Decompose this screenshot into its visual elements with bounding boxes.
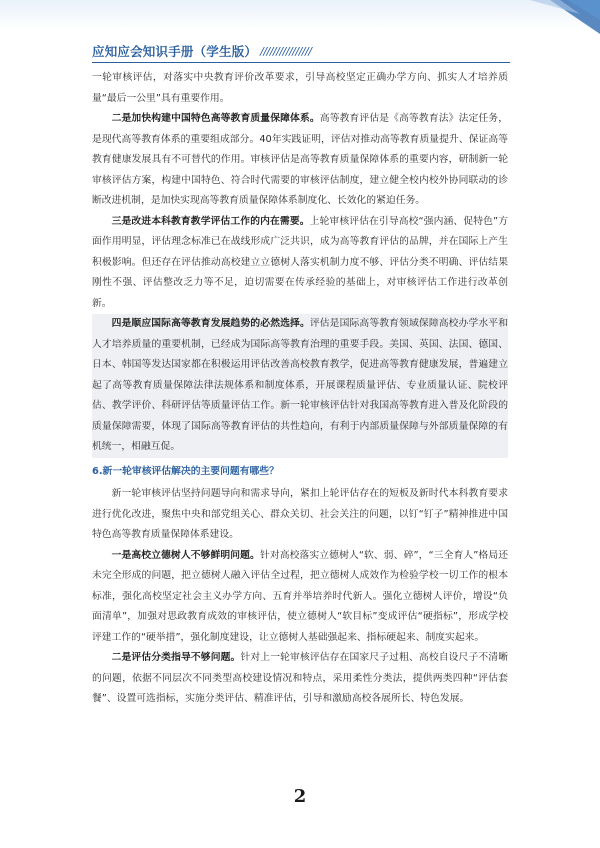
- paragraph-2-body: 高等教育评估是《高等教育法》法定任务，是现代高等教育体系的重要组成部分。40年实践证明，评估对推动高等教育质量提升、保证高等教育健康发展具有不可替代的作用。审核评估是高等教育质量保障体系的重要内容，研制新一轮审核评估方案，构建中国特色、符合时代需要的审核评估制度，建立健全校内校外协同联动的诊断改进机制，是加快实现高等教育质量保障体系制度化、长效化的紧迫任务。: [92, 113, 509, 206]
- paragraph-3-body: 上轮审核评估在引导高校“强内涵、促特色”方面作用明显，评估理念标准已在战线形成广泛共识，成为高等教育评估的品牌，并在国际上产生积极影响。但还存在评估推动高校建立立德树人落实机制力度不够、评估分类不明确、评估结果刚性不强、评估整改乏力等不足，迫切需要在传承经验的基础上，对审核评估工作进行改革创新。: [92, 215, 509, 309]
- paragraph-2: [92, 109, 508, 212]
- paragraph-4-lead: 四是顺应国际高等教育发展趋势的必然选择。: [111, 318, 310, 329]
- question-6-heading: 6.新一轮审核评估解决的主要问题有哪些？: [92, 465, 279, 477]
- header-rule: [92, 62, 510, 63]
- header-title: 应知应会知识手册（学生版）: [92, 44, 258, 59]
- paragraph-6-lead: 一是高校立德树人不够鲜明问题。: [111, 549, 260, 561]
- page-number: 2: [293, 786, 307, 807]
- paragraph-2-lead: 二是加快构建中国特色高等教育质量保障体系。: [111, 113, 320, 124]
- paragraph-4: [92, 314, 508, 458]
- paragraph-7-body: 针对上一轮审核评估存在国家尺子过粗、高校自设尺子不清晰的问题，依据不同层次不同类型高校建设情况和特点，采用柔性分类法，提供两类四种“评估套餐”、设置可选指标，实施分类评估、精准评估，引导和激励高校各展所长、特色发展。: [92, 652, 509, 704]
- paragraph-3: [92, 212, 508, 315]
- paragraph-1: 一轮审核评估，对落实中央教育评价改革要求，引导高校坚定正确办学方向、抓实人才培养质量“最后一公里”具有重要作用。: [92, 72, 508, 104]
- paragraph-6: [92, 546, 508, 649]
- paragraph-7: [92, 648, 508, 710]
- corner-decoration-icon: [510, 0, 600, 34]
- page-header: [92, 40, 512, 62]
- paragraph-7-lead: 二是评估分类指导不够问题。: [111, 652, 241, 663]
- header-slashes: ////////////////: [260, 44, 312, 58]
- paragraph-3-lead: 三是改进本科教育教学评估工作的内在需要。: [111, 215, 310, 227]
- body-content: [92, 68, 508, 710]
- paragraph-6-body: 针对高校落实立德树人“软、弱、碎”，“三全育人”格局还未完全形成的问题，把立德树人融入评估全过程，把立德树人成效作为检验学校一切工作的根本标准，强化高校坚定社会主义办学方向、五育并举培养时代新人。强化立德树人评价，增设“负面清单”，加强对思政教育成效的审核评估，使立德树人“软目标”变成评估“硬指标”，形成学校评建工作的“硬举措”，强化制度建设，让立德树人基础强起来、指标硬起来、制度实起来。: [92, 549, 509, 643]
- paragraph-5: 新一轮审核评估坚持问题导向和需求导向，紧扣上轮评估存在的短板及新时代本科教育要求进行优化改进，聚焦中央和部党组关心、群众关切、社会关注的问题，以钉“钉子”精神推进中国特色高等教育质量保障体系建设。: [92, 488, 508, 540]
- paragraph-4-body: 评估是国际高等教育领域保障高校办学水平和人才培养质量的重要机制，已经成为国际高等教育治理的重要手段。美国、英国、法国、德国、日本、韩国等发达国家都在积极运用评估改善高校教育教学，促进高等教育健康发展，普遍建立起了高等教育质量保障法律法规体系和制度体系，开展课程质量评估、专业质量认证、院校评估、教学评价、科研评估等质量评估工作。新一轮审核评估针对我国高等教育进入普及化阶段的质量保障需要，体现了国际高等教育评估的共性趋向，有利于内部质量保障与外部质量保障的有机统一，相融互促。: [92, 318, 509, 452]
